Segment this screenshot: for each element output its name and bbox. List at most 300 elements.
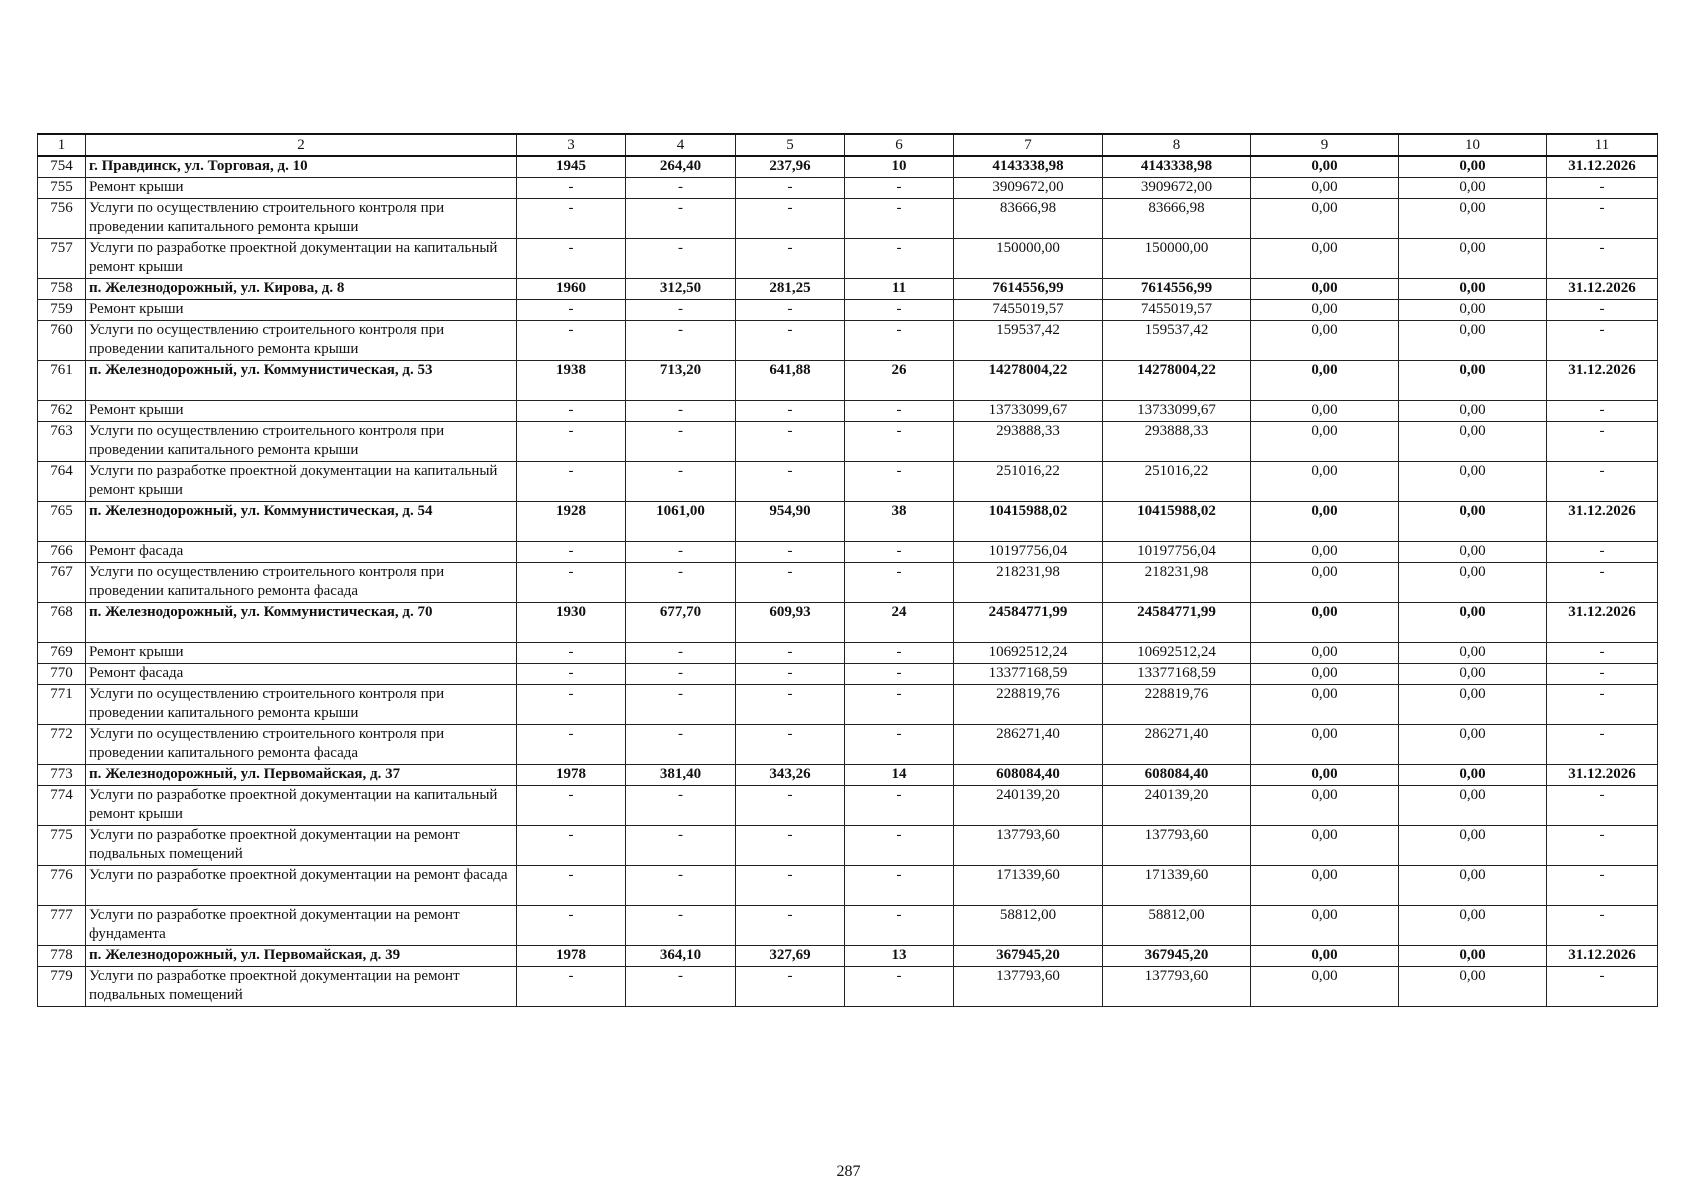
col8-cell: 228819,76 (1103, 685, 1251, 725)
row-number-cell: 770 (38, 664, 86, 685)
table-row (38, 866, 1658, 906)
col9-cell: 0,00 (1251, 422, 1399, 462)
col10-cell: 0,00 (1399, 826, 1547, 866)
col8-cell: 10415988,02 (1103, 502, 1251, 542)
column-header: 5 (736, 134, 845, 156)
col6-cell: - (845, 401, 954, 422)
col11-cell: - (1547, 643, 1658, 664)
year-cell: - (517, 685, 626, 725)
col5-cell: - (736, 826, 845, 866)
col10-cell: 0,00 (1399, 502, 1547, 542)
col8-cell: 4143338,98 (1103, 156, 1251, 178)
item-name-cell: Услуги по осуществлению строительного контроля при проведении капитального ремонта крыши (86, 199, 517, 239)
col10-cell: 0,00 (1399, 946, 1547, 967)
item-name-cell: Услуги по разработке проектной документации на ремонт фундамента (86, 906, 517, 946)
col4-cell: 312,50 (626, 279, 736, 300)
col4-cell: - (626, 321, 736, 361)
page-number: 287 (836, 1163, 861, 1180)
col11-cell: 31.12.2026 (1547, 361, 1658, 401)
col4-cell: - (626, 685, 736, 725)
row-number-cell: 767 (38, 563, 86, 603)
col9-cell: 0,00 (1251, 946, 1399, 967)
item-name-cell: п. Железнодорожный, ул. Коммунистическая, д. 70 (86, 603, 517, 643)
year-cell: 1978 (517, 765, 626, 786)
year-cell: 1930 (517, 603, 626, 643)
table-row (38, 765, 1658, 786)
table-row (38, 826, 1658, 866)
table-row (38, 643, 1658, 664)
col4-cell: - (626, 239, 736, 279)
col7-cell: 10197756,04 (954, 542, 1103, 563)
table-row (38, 422, 1658, 462)
col10-cell: 0,00 (1399, 643, 1547, 664)
col7-cell: 13733099,67 (954, 401, 1103, 422)
row-number-cell: 756 (38, 199, 86, 239)
col4-cell: 264,40 (626, 156, 736, 178)
col5-cell: - (736, 239, 845, 279)
row-number-cell: 761 (38, 361, 86, 401)
year-cell: - (517, 725, 626, 765)
col11-cell: - (1547, 401, 1658, 422)
register-sheet (37, 133, 1657, 1007)
col10-cell: 0,00 (1399, 866, 1547, 906)
item-name-cell: Услуги по осуществлению строительного контроля при проведении капитального ремонта крыши (86, 422, 517, 462)
col4-cell: - (626, 967, 736, 1007)
col4-cell: - (626, 178, 736, 199)
col7-cell: 3909672,00 (954, 178, 1103, 199)
col7-cell: 14278004,22 (954, 361, 1103, 401)
col6-cell: - (845, 685, 954, 725)
col10-cell: 0,00 (1399, 422, 1547, 462)
col10-cell: 0,00 (1399, 685, 1547, 725)
year-cell: - (517, 866, 626, 906)
col6-cell: - (845, 643, 954, 664)
column-number-header-row (38, 134, 1658, 156)
item-name-cell: Ремонт крыши (86, 643, 517, 664)
col7-cell: 228819,76 (954, 685, 1103, 725)
col5-cell: - (736, 786, 845, 826)
item-name-cell: Услуги по разработке проектной документации на капитальный ремонт крыши (86, 786, 517, 826)
item-name-cell: г. Правдинск, ул. Торговая, д. 10 (86, 156, 517, 178)
col10-cell: 0,00 (1399, 603, 1547, 643)
col11-cell: - (1547, 178, 1658, 199)
col6-cell: - (845, 422, 954, 462)
col9-cell: 0,00 (1251, 321, 1399, 361)
col5-cell: 327,69 (736, 946, 845, 967)
year-cell: - (517, 239, 626, 279)
col10-cell: 0,00 (1399, 967, 1547, 1007)
table-row (38, 239, 1658, 279)
column-header: 3 (517, 134, 626, 156)
year-cell: - (517, 422, 626, 462)
col11-cell: - (1547, 422, 1658, 462)
col8-cell: 608084,40 (1103, 765, 1251, 786)
year-cell: - (517, 300, 626, 321)
item-name-cell: п. Железнодорожный, ул. Кирова, д. 8 (86, 279, 517, 300)
item-name-cell: Ремонт крыши (86, 401, 517, 422)
col7-cell: 24584771,99 (954, 603, 1103, 643)
col8-cell: 58812,00 (1103, 906, 1251, 946)
row-number-cell: 777 (38, 906, 86, 946)
column-header: 8 (1103, 134, 1251, 156)
col9-cell: 0,00 (1251, 826, 1399, 866)
year-cell: - (517, 906, 626, 946)
col7-cell: 58812,00 (954, 906, 1103, 946)
col4-cell: 713,20 (626, 361, 736, 401)
col11-cell: - (1547, 239, 1658, 279)
table-row (38, 685, 1658, 725)
col4-cell: - (626, 826, 736, 866)
col11-cell: - (1547, 563, 1658, 603)
item-name-cell: Услуги по осуществлению строительного контроля при проведении капитального ремонта крыши (86, 685, 517, 725)
col5-cell: 281,25 (736, 279, 845, 300)
col10-cell: 0,00 (1399, 563, 1547, 603)
row-number-cell: 759 (38, 300, 86, 321)
col9-cell: 0,00 (1251, 563, 1399, 603)
col9-cell: 0,00 (1251, 786, 1399, 826)
item-name-cell: Услуги по осуществлению строительного контроля при проведении капитального ремонта крыши (86, 321, 517, 361)
row-number-cell: 771 (38, 685, 86, 725)
col6-cell: - (845, 725, 954, 765)
col8-cell: 7455019,57 (1103, 300, 1251, 321)
item-name-cell: Услуги по разработке проектной документации на капитальный ремонт крыши (86, 462, 517, 502)
table-row (38, 542, 1658, 563)
year-cell: 1960 (517, 279, 626, 300)
col5-cell: 343,26 (736, 765, 845, 786)
col11-cell: - (1547, 321, 1658, 361)
row-number-cell: 755 (38, 178, 86, 199)
column-header: 9 (1251, 134, 1399, 156)
col8-cell: 293888,33 (1103, 422, 1251, 462)
col11-cell: - (1547, 462, 1658, 502)
table-row (38, 967, 1658, 1007)
col4-cell: - (626, 462, 736, 502)
col11-cell: 31.12.2026 (1547, 603, 1658, 643)
col10-cell: 0,00 (1399, 401, 1547, 422)
col4-cell: 1061,00 (626, 502, 736, 542)
col7-cell: 4143338,98 (954, 156, 1103, 178)
col4-cell: - (626, 664, 736, 685)
row-number-cell: 758 (38, 279, 86, 300)
col7-cell: 7614556,99 (954, 279, 1103, 300)
col11-cell: - (1547, 685, 1658, 725)
row-number-cell: 762 (38, 401, 86, 422)
col9-cell: 0,00 (1251, 199, 1399, 239)
item-name-cell: Ремонт крыши (86, 300, 517, 321)
col11-cell: 31.12.2026 (1547, 279, 1658, 300)
col9-cell: 0,00 (1251, 361, 1399, 401)
col9-cell: 0,00 (1251, 685, 1399, 725)
table-row (38, 156, 1658, 178)
col4-cell: - (626, 725, 736, 765)
col5-cell: - (736, 967, 845, 1007)
col6-cell: 10 (845, 156, 954, 178)
row-number-cell: 772 (38, 725, 86, 765)
item-name-cell: Услуги по разработке проектной документации на ремонт подвальных помещений (86, 826, 517, 866)
col8-cell: 150000,00 (1103, 239, 1251, 279)
col8-cell: 367945,20 (1103, 946, 1251, 967)
col8-cell: 10197756,04 (1103, 542, 1251, 563)
col7-cell: 218231,98 (954, 563, 1103, 603)
col11-cell: - (1547, 967, 1658, 1007)
col6-cell: - (845, 178, 954, 199)
col7-cell: 7455019,57 (954, 300, 1103, 321)
item-name-cell: п. Железнодорожный, ул. Первомайская, д. 39 (86, 946, 517, 967)
col6-cell: - (845, 239, 954, 279)
col9-cell: 0,00 (1251, 279, 1399, 300)
col8-cell: 251016,22 (1103, 462, 1251, 502)
col11-cell: - (1547, 300, 1658, 321)
col9-cell: 0,00 (1251, 906, 1399, 946)
col4-cell: - (626, 199, 736, 239)
col6-cell: - (845, 906, 954, 946)
year-cell: 1945 (517, 156, 626, 178)
year-cell: 1978 (517, 946, 626, 967)
col8-cell: 286271,40 (1103, 725, 1251, 765)
col9-cell: 0,00 (1251, 239, 1399, 279)
item-name-cell: Услуги по осуществлению строительного контроля при проведении капитального ремонта фасада (86, 725, 517, 765)
col9-cell: 0,00 (1251, 664, 1399, 685)
col4-cell: - (626, 300, 736, 321)
table-row (38, 321, 1658, 361)
col11-cell: - (1547, 906, 1658, 946)
col4-cell: - (626, 786, 736, 826)
col7-cell: 137793,60 (954, 967, 1103, 1007)
col11-cell: 31.12.2026 (1547, 765, 1658, 786)
col6-cell: - (845, 300, 954, 321)
col11-cell: - (1547, 664, 1658, 685)
table-row (38, 786, 1658, 826)
col9-cell: 0,00 (1251, 156, 1399, 178)
col5-cell: - (736, 725, 845, 765)
item-name-cell: Ремонт фасада (86, 542, 517, 563)
table-row (38, 725, 1658, 765)
col6-cell: - (845, 462, 954, 502)
year-cell: - (517, 199, 626, 239)
table-row (38, 946, 1658, 967)
col8-cell: 24584771,99 (1103, 603, 1251, 643)
col7-cell: 159537,42 (954, 321, 1103, 361)
col6-cell: 13 (845, 946, 954, 967)
col10-cell: 0,00 (1399, 542, 1547, 563)
table-row (38, 906, 1658, 946)
row-number-cell: 774 (38, 786, 86, 826)
col8-cell: 218231,98 (1103, 563, 1251, 603)
col5-cell: - (736, 401, 845, 422)
table-row (38, 401, 1658, 422)
col7-cell: 240139,20 (954, 786, 1103, 826)
col6-cell: - (845, 199, 954, 239)
year-cell: - (517, 542, 626, 563)
col6-cell: 26 (845, 361, 954, 401)
col5-cell: - (736, 462, 845, 502)
col5-cell: - (736, 300, 845, 321)
item-name-cell: Услуги по разработке проектной документации на капитальный ремонт крыши (86, 239, 517, 279)
col5-cell: - (736, 906, 845, 946)
col10-cell: 0,00 (1399, 178, 1547, 199)
col6-cell: - (845, 321, 954, 361)
row-number-cell: 773 (38, 765, 86, 786)
row-number-cell: 769 (38, 643, 86, 664)
col9-cell: 0,00 (1251, 462, 1399, 502)
col6-cell: - (845, 563, 954, 603)
col8-cell: 14278004,22 (1103, 361, 1251, 401)
col7-cell: 137793,60 (954, 826, 1103, 866)
col7-cell: 251016,22 (954, 462, 1103, 502)
col5-cell: 954,90 (736, 502, 845, 542)
col7-cell: 171339,60 (954, 866, 1103, 906)
col10-cell: 0,00 (1399, 300, 1547, 321)
col5-cell: - (736, 685, 845, 725)
column-header: 11 (1547, 134, 1658, 156)
col5-cell: 641,88 (736, 361, 845, 401)
col9-cell: 0,00 (1251, 401, 1399, 422)
year-cell: - (517, 967, 626, 1007)
table-row (38, 361, 1658, 401)
col4-cell: 381,40 (626, 765, 736, 786)
col9-cell: 0,00 (1251, 178, 1399, 199)
col7-cell: 286271,40 (954, 725, 1103, 765)
table-row (38, 563, 1658, 603)
col9-cell: 0,00 (1251, 643, 1399, 664)
col8-cell: 159537,42 (1103, 321, 1251, 361)
col10-cell: 0,00 (1399, 765, 1547, 786)
col7-cell: 13377168,59 (954, 664, 1103, 685)
col7-cell: 83666,98 (954, 199, 1103, 239)
year-cell: - (517, 462, 626, 502)
col10-cell: 0,00 (1399, 239, 1547, 279)
row-number-cell: 757 (38, 239, 86, 279)
col6-cell: - (845, 826, 954, 866)
col11-cell: - (1547, 826, 1658, 866)
table-body (38, 134, 1658, 1007)
col11-cell: 31.12.2026 (1547, 502, 1658, 542)
table-row (38, 462, 1658, 502)
col5-cell: - (736, 321, 845, 361)
col5-cell: - (736, 664, 845, 685)
col8-cell: 171339,60 (1103, 866, 1251, 906)
column-header: 6 (845, 134, 954, 156)
col10-cell: 0,00 (1399, 279, 1547, 300)
col9-cell: 0,00 (1251, 542, 1399, 563)
column-header: 1 (38, 134, 86, 156)
col10-cell: 0,00 (1399, 199, 1547, 239)
col6-cell: 11 (845, 279, 954, 300)
row-number-cell: 768 (38, 603, 86, 643)
col4-cell: - (626, 643, 736, 664)
table-row (38, 300, 1658, 321)
col10-cell: 0,00 (1399, 664, 1547, 685)
col7-cell: 150000,00 (954, 239, 1103, 279)
year-cell: - (517, 321, 626, 361)
col4-cell: 677,70 (626, 603, 736, 643)
col8-cell: 3909672,00 (1103, 178, 1251, 199)
col6-cell: - (845, 967, 954, 1007)
col6-cell: 24 (845, 603, 954, 643)
col7-cell: 293888,33 (954, 422, 1103, 462)
col5-cell: - (736, 422, 845, 462)
table-row (38, 603, 1658, 643)
col9-cell: 0,00 (1251, 300, 1399, 321)
table-row (38, 664, 1658, 685)
table-row (38, 279, 1658, 300)
year-cell: - (517, 563, 626, 603)
col8-cell: 137793,60 (1103, 967, 1251, 1007)
col11-cell: - (1547, 786, 1658, 826)
col10-cell: 0,00 (1399, 462, 1547, 502)
col9-cell: 0,00 (1251, 765, 1399, 786)
item-name-cell: п. Железнодорожный, ул. Коммунистическая, д. 53 (86, 361, 517, 401)
col4-cell: - (626, 906, 736, 946)
col10-cell: 0,00 (1399, 725, 1547, 765)
year-cell: - (517, 664, 626, 685)
col8-cell: 7614556,99 (1103, 279, 1251, 300)
item-name-cell: п. Железнодорожный, ул. Первомайская, д. 37 (86, 765, 517, 786)
year-cell: 1938 (517, 361, 626, 401)
col10-cell: 0,00 (1399, 321, 1547, 361)
col5-cell: - (736, 643, 845, 664)
col4-cell: - (626, 563, 736, 603)
col9-cell: 0,00 (1251, 967, 1399, 1007)
col7-cell: 608084,40 (954, 765, 1103, 786)
col4-cell: - (626, 401, 736, 422)
col4-cell: 364,10 (626, 946, 736, 967)
year-cell: - (517, 401, 626, 422)
row-number-cell: 775 (38, 826, 86, 866)
col4-cell: - (626, 866, 736, 906)
col5-cell: - (736, 563, 845, 603)
column-header: 2 (86, 134, 517, 156)
col7-cell: 10692512,24 (954, 643, 1103, 664)
col6-cell: 14 (845, 765, 954, 786)
capital-repair-table (37, 133, 1658, 1007)
col7-cell: 367945,20 (954, 946, 1103, 967)
col5-cell: 609,93 (736, 603, 845, 643)
col11-cell: - (1547, 199, 1658, 239)
col11-cell: - (1547, 725, 1658, 765)
row-number-cell: 776 (38, 866, 86, 906)
col6-cell: - (845, 664, 954, 685)
col9-cell: 0,00 (1251, 866, 1399, 906)
col9-cell: 0,00 (1251, 725, 1399, 765)
col5-cell: - (736, 542, 845, 563)
row-number-cell: 765 (38, 502, 86, 542)
year-cell: - (517, 643, 626, 664)
col5-cell: - (736, 178, 845, 199)
col6-cell: - (845, 542, 954, 563)
col8-cell: 137793,60 (1103, 826, 1251, 866)
col5-cell: - (736, 866, 845, 906)
column-header: 4 (626, 134, 736, 156)
row-number-cell: 764 (38, 462, 86, 502)
col5-cell: - (736, 199, 845, 239)
year-cell: - (517, 178, 626, 199)
col11-cell: - (1547, 542, 1658, 563)
row-number-cell: 778 (38, 946, 86, 967)
col7-cell: 10415988,02 (954, 502, 1103, 542)
column-header: 10 (1399, 134, 1547, 156)
item-name-cell: Услуги по разработке проектной документации на ремонт фасада (86, 866, 517, 906)
col10-cell: 0,00 (1399, 786, 1547, 826)
col11-cell: 31.12.2026 (1547, 946, 1658, 967)
column-header: 7 (954, 134, 1103, 156)
item-name-cell: Услуги по разработке проектной документации на ремонт подвальных помещений (86, 967, 517, 1007)
col10-cell: 0,00 (1399, 156, 1547, 178)
row-number-cell: 760 (38, 321, 86, 361)
col11-cell: - (1547, 866, 1658, 906)
item-name-cell: Ремонт фасада (86, 664, 517, 685)
year-cell: 1928 (517, 502, 626, 542)
